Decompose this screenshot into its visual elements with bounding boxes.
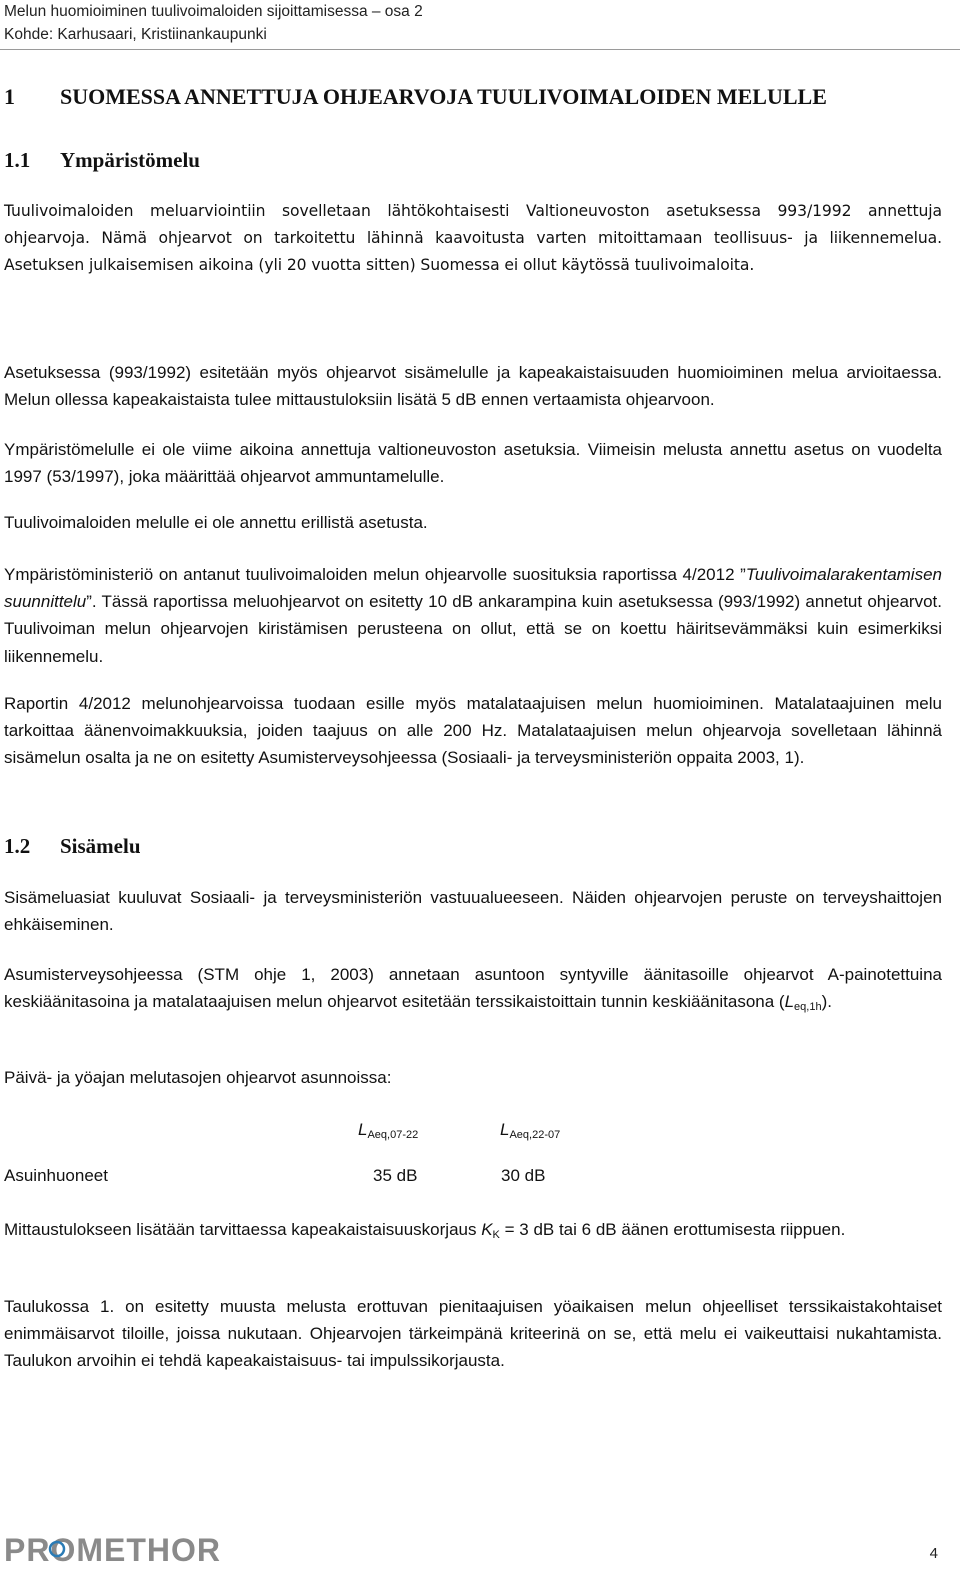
section-number: 1.2 xyxy=(4,834,31,858)
section-title: Ympäristömelu xyxy=(60,148,200,172)
section-1-1-heading xyxy=(4,148,200,173)
section-title: SUOMESSA ANNETTUJA OHJEARVOJA TUULIVOIMALOIDEN MELULLE xyxy=(60,84,827,109)
symbol: K xyxy=(481,1220,493,1239)
subscript: eq,1h xyxy=(794,1001,822,1014)
table-column-header xyxy=(358,1120,418,1141)
paragraph: Tuulivoimaloiden meluarviointiin sovelletaan lähtökohtaisesti Valtioneuvoston asetuksessa 993/1992 annettuja ohjearvoja. Nämä ohjearvot on tarkoitettu lähinnä kaavoitusta varten mitoittamaan teollisuus- ja liikennemelua. Asetuksen julkaisemisen aikoina (yli 20 vuotta sitten) Suomessa ei ollut käytössä tuulivoimaloita. xyxy=(4,202,942,275)
paragraph: Sisämeluasiat kuuluvat Sosiaali- ja terveysministeriön vastuualueeseen. Näiden ohjearvojen peruste on terveyshaittojen ehkäiseminen. xyxy=(4,888,942,935)
text-run: ”. Tässä raportissa meluohjearvot on esitetty 10 dB ankarampina kuin asetuksessa (993/1992) annetut ohjearvot. Tuulivoiman melun ohjearvojen kiristämisen perusteena on ollut, että se on koettu häiritsevämmäksi kuin esimerkiksi liikennemelu. xyxy=(4,592,942,666)
paragraph: Tuulivoimaloiden melulle ei ole annettu erillistä asetusta. xyxy=(4,513,428,532)
paragraph: Asetuksessa (993/1992) esitetään myös ohjearvot sisämelulle ja kapeakaistaisuuden huomioiminen melua arvioitaessa. Melun ollessa kapeakaistaista tulee mittaustuloksiin lisätä 5 dB ennen vertaamista ohjearvoon. xyxy=(4,363,942,410)
text-run: Mittaustulokseen lisätään tarvittaessa kapeakaistaisuuskorjaus xyxy=(4,1220,482,1239)
table-cell: 35 dB xyxy=(373,1166,418,1185)
text-run: Asumisterveysohjeessa (STM ohje 1, 2003) annetaan asuntoon syntyville äänitasoille ohjearvot A-painotettuina keskiäänitasoina ja matalataajuisen melun ohjearvot esitetään terssikaistoittain tunnin keskiäänitasona ( xyxy=(4,965,942,1012)
text-run: = 3 dB tai 6 dB äänen erottumisesta riippuen. xyxy=(499,1220,846,1239)
section-title: Sisämelu xyxy=(60,834,141,858)
table-row-label: Asuinhuoneet xyxy=(4,1166,108,1185)
section-number: 1 xyxy=(4,84,15,109)
header-title: Melun huomioiminen tuulivoimaloiden sijoittamisessa – osa 2 xyxy=(4,3,423,20)
paragraph xyxy=(4,561,942,670)
paragraph: Raportin 4/2012 melunohjearvoissa tuodaan esille myös matalataajuisen melun huomioiminen. Matalataajuinen melu tarkoittaa äänenvoimakkuuksia, joiden taajuus on alle 200 Hz. Matalataajuisen melun ohjearvoja sovelletaan lähinnä sisämelun osalta ja ne on esitetty Asumisterveysohjeessa (Sosiaali- ja terveysministeriön oppaita 2003, 1). xyxy=(4,694,942,768)
page-header xyxy=(4,0,423,46)
subscript: Aeq,07-22 xyxy=(367,1129,419,1141)
page-number: 4 xyxy=(929,1545,938,1562)
section-1-heading xyxy=(4,84,827,110)
table-column-header xyxy=(500,1120,560,1141)
paragraph: Taulukossa 1. on esitetty muusta melusta erottuvan pienitaajuisen yöaikaisen melun ohjeelliset terssikaistakohtaiset enimmäisarvot tiloille, joissa nukutaan. Ohjearvojen tärkeimpänä kriteerinä on se, että melu ei vaikeuttaisi nukahtamista. Taulukon arvoihin ei tehdä kapeakaistaisuus- tai impulssikorjausta. xyxy=(4,1297,942,1371)
subscript: K xyxy=(492,1229,500,1241)
symbol: L xyxy=(784,992,795,1012)
paragraph xyxy=(4,961,942,1021)
subscript: Aeq,22-07 xyxy=(509,1129,561,1141)
text-run: Ympäristöministeriö on antanut tuulivoimaloiden melun ohjearvolle suosituksia raportissa 4/2012 ” xyxy=(4,565,746,584)
table-header-row xyxy=(4,1120,942,1148)
paragraph: Päivä- ja yöajan melutasojen ohjearvot asunnoissa: xyxy=(4,1068,392,1087)
section-1-2-heading xyxy=(4,834,141,859)
table-row xyxy=(4,1166,942,1194)
logo-text: PROMETHOR xyxy=(4,1532,221,1566)
paragraph xyxy=(4,1216,942,1249)
report-title: Tuulivoimalarakentamisen suunnittelu xyxy=(4,565,942,612)
header-subtitle: Kohde: Karhusaari, Kristiinankaupunki xyxy=(4,26,267,43)
promethor-logo xyxy=(4,1532,249,1566)
section-number: 1.1 xyxy=(4,148,31,172)
symbol: L xyxy=(500,1120,510,1139)
table-cell: 30 dB xyxy=(501,1166,546,1185)
symbol: L xyxy=(358,1120,368,1139)
text-run: ). xyxy=(821,992,832,1012)
paragraph: Ympäristömelulle ei ole viime aikoina annettuja valtioneuvoston asetuksia. Viimeisin melusta annettu asetus on vuodelta 1997 (53/1997), joka määrittää ohjearvot ammuntamelulle. xyxy=(4,440,942,487)
header-divider xyxy=(0,49,960,50)
